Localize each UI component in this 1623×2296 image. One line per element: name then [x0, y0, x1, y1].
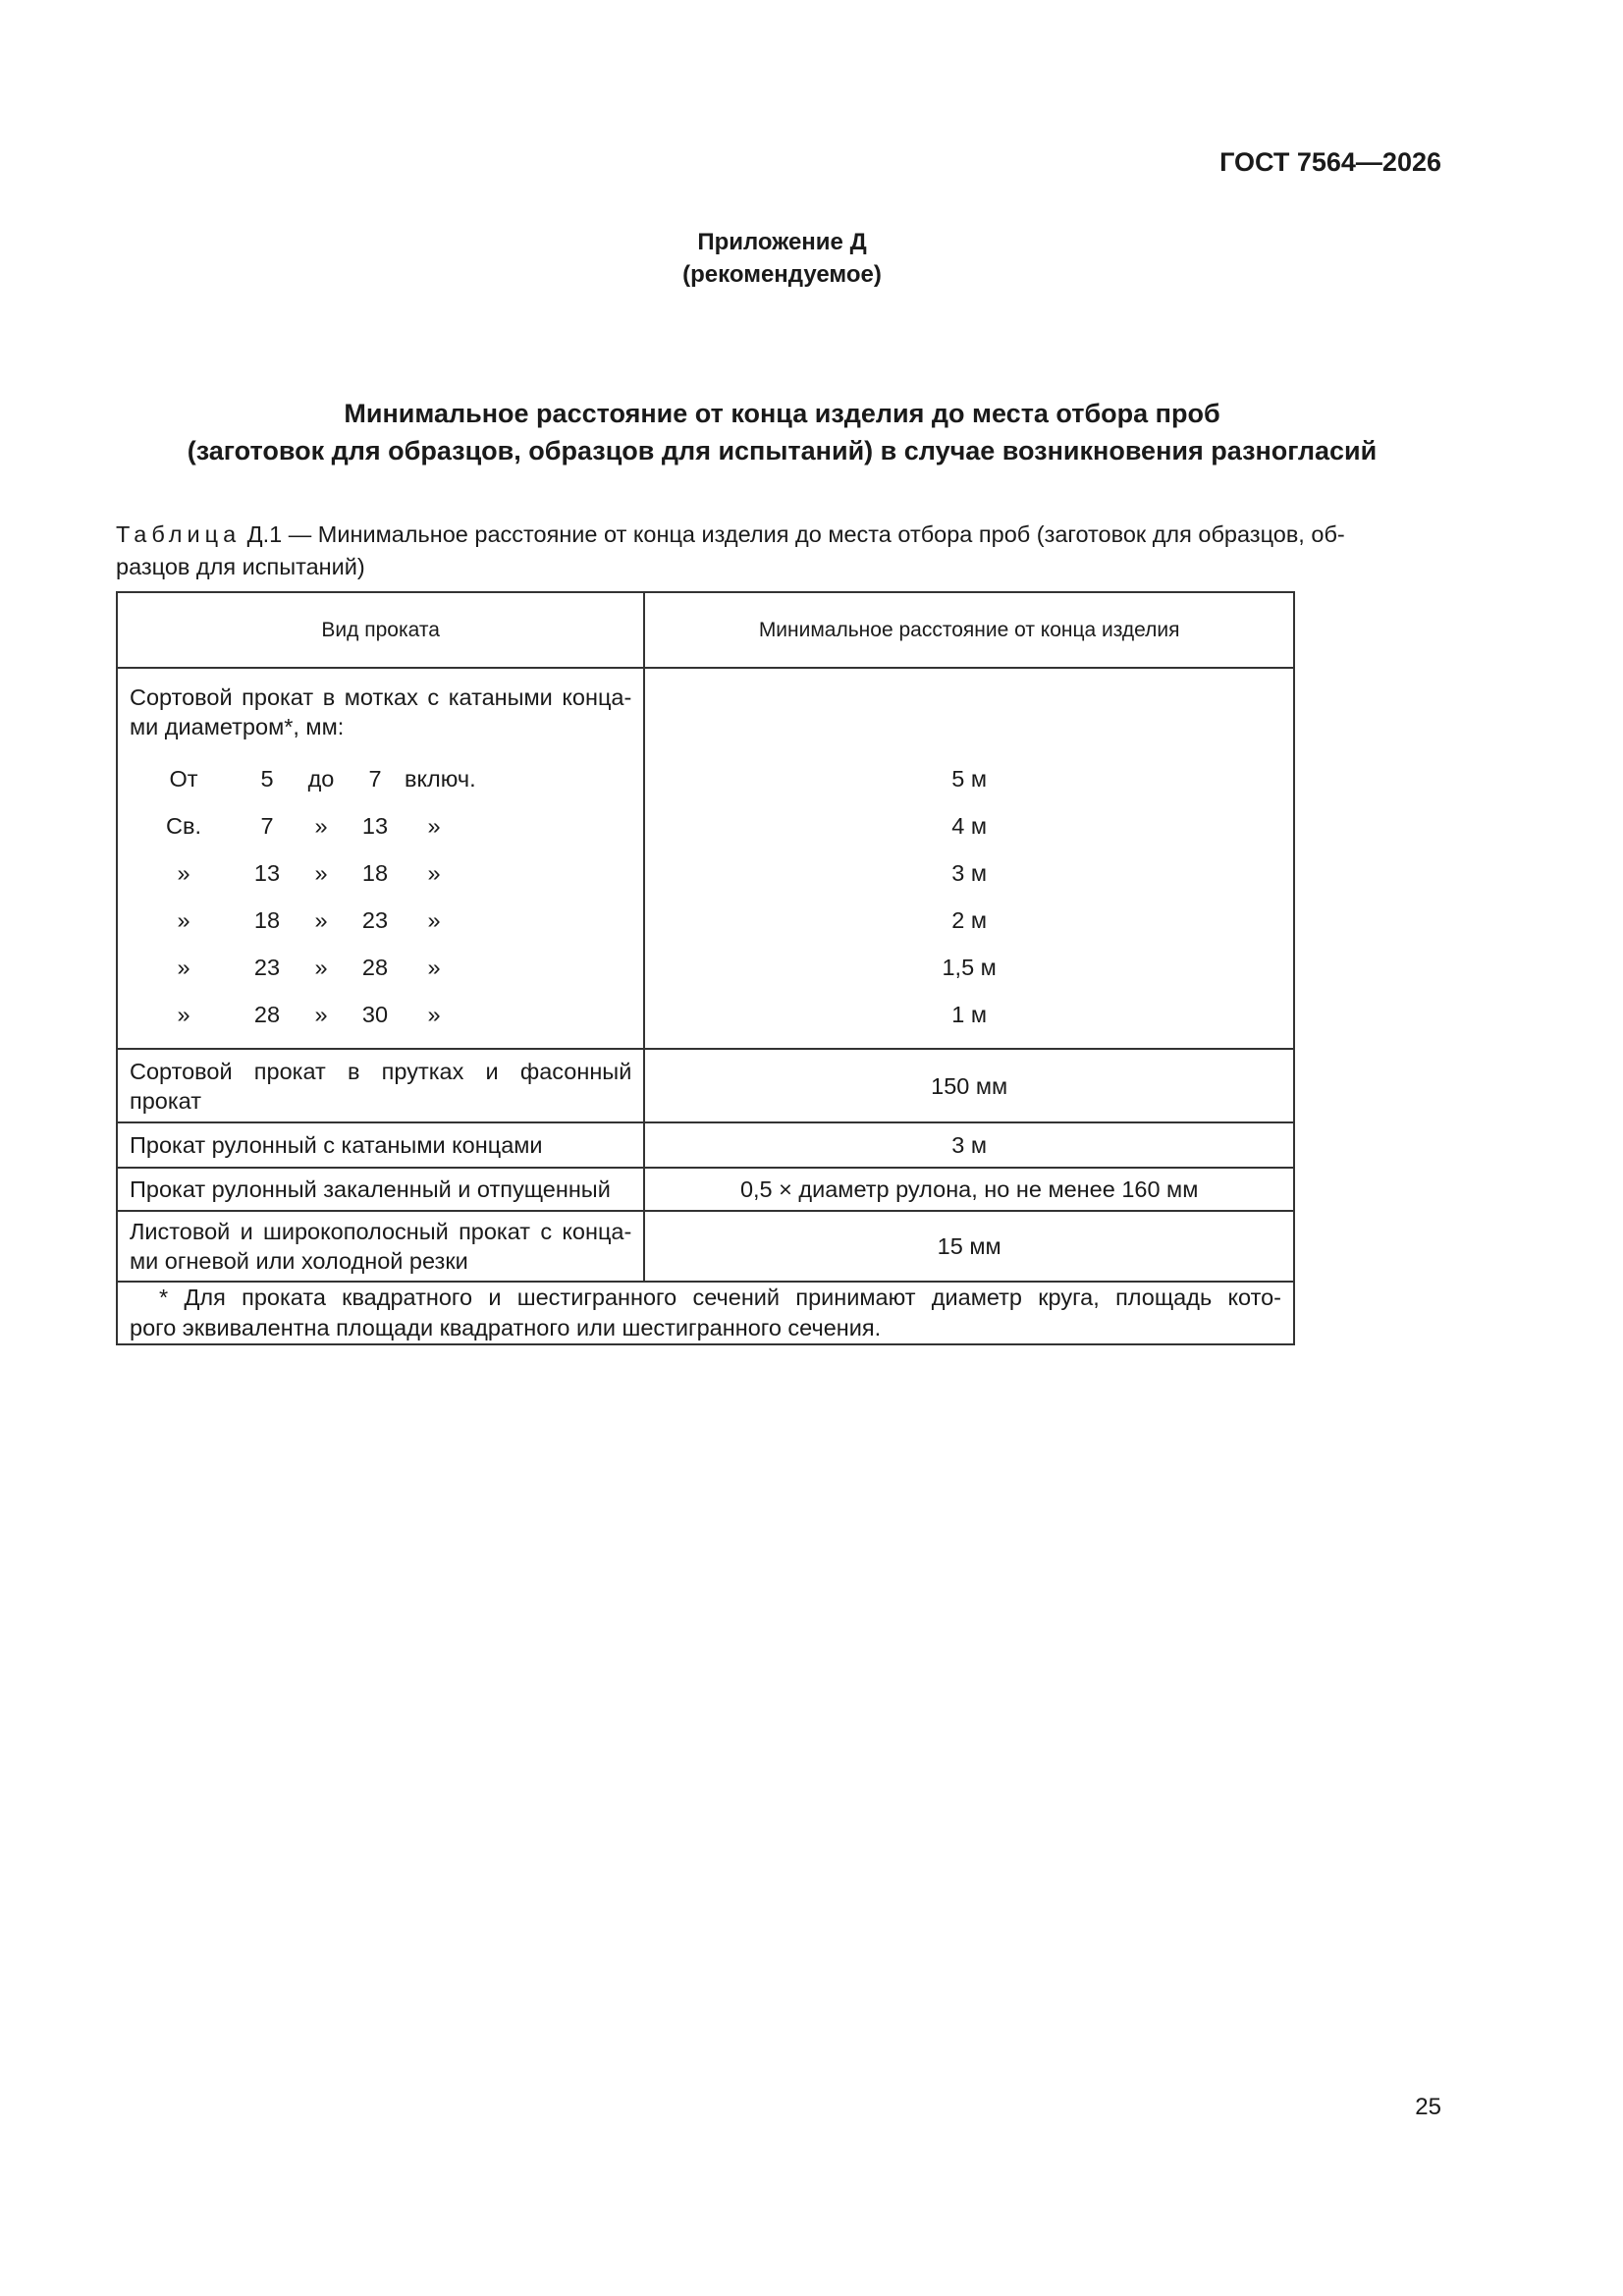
coil-group-label-line1: Сортовой прокат в мотках с катаными конца-	[130, 684, 632, 710]
range-prefix: Св.	[166, 813, 201, 839]
coil-range-value: 1 м	[951, 1002, 988, 1027]
table-row	[117, 1122, 1294, 1168]
range-sep: »	[314, 955, 328, 980]
coil-range-values	[657, 755, 1281, 1038]
range-prefix: »	[177, 1002, 190, 1027]
range-from: 13	[253, 860, 281, 886]
range-from: 5	[260, 766, 274, 792]
column-header-product-type: Вид проката	[117, 592, 644, 668]
coil-range-row	[130, 755, 631, 802]
range-sep: »	[314, 907, 328, 933]
range-from: 18	[253, 907, 281, 933]
section-title-line1: Минимальное расстояние от конца изделия до места отбора проб	[344, 399, 1220, 428]
range-to: 30	[361, 1002, 389, 1027]
table-caption	[116, 519, 1451, 583]
coil-range-row	[130, 897, 631, 944]
table-row	[117, 1168, 1294, 1211]
coil-range-row	[130, 944, 631, 991]
table-caption-text-line2: разцов для испытаний)	[116, 554, 365, 579]
table-row-coil-group	[117, 668, 1294, 1049]
document-code: ГОСТ 7564—2026	[1219, 147, 1441, 177]
range-suffix: »	[427, 955, 441, 980]
table-row	[117, 1211, 1294, 1282]
coil-range-value: 3 м	[951, 860, 988, 886]
range-suffix: »	[427, 813, 441, 839]
sampling-distance-table	[116, 591, 1295, 1345]
annex-title: Приложение Д	[697, 229, 867, 255]
table-header-row	[117, 592, 1294, 668]
range-prefix: »	[177, 955, 190, 980]
range-to: 18	[361, 860, 389, 886]
range-sep: »	[314, 813, 328, 839]
row-label-line2: прокат	[130, 1087, 201, 1114]
column-header-min-distance: Минимальное расстояние от конца изделия	[644, 592, 1294, 668]
row-label-line1: Прокат рулонный закаленный и отпущенный	[117, 1168, 644, 1211]
row-value: 3 м	[644, 1122, 1294, 1168]
table-caption-label: Таблица	[116, 521, 242, 547]
section-title-line2: (заготовок для образцов, образцов для испытаний) в случае возникновения разногласий	[187, 436, 1378, 465]
coil-range-value: 1,5 м	[942, 955, 997, 980]
row-label-line1: Сортовой прокат в прутках и фасонный	[130, 1058, 632, 1084]
coil-range-row	[130, 991, 631, 1038]
range-suffix: »	[427, 860, 441, 886]
range-from: 28	[253, 1002, 281, 1027]
row-label-line1: Прокат рулонный с катаными концами	[117, 1122, 644, 1168]
range-sep: »	[314, 860, 328, 886]
coil-range-value: 2 м	[951, 907, 988, 933]
footnote-line1: * Для проката квадратного и шестигранного сечений принимают диаметр круга, площадь кото-	[159, 1285, 1281, 1310]
table-footnote-row	[117, 1282, 1294, 1344]
range-from: 7	[260, 813, 274, 839]
range-to: 7	[368, 766, 382, 792]
range-suffix: »	[427, 1002, 441, 1027]
range-to: 13	[361, 813, 389, 839]
range-from: 23	[253, 955, 281, 980]
coil-group-label-line2: ми диаметром*, мм:	[130, 714, 345, 739]
range-sep: до	[307, 766, 335, 792]
page-number: 25	[1415, 2094, 1441, 2120]
coil-range-row	[130, 802, 631, 849]
footnote-line2: рого эквивалентна площади квадратного или шестигранного сечения.	[130, 1315, 882, 1340]
range-prefix: »	[177, 907, 190, 933]
annex-heading	[0, 226, 1564, 291]
range-prefix: »	[177, 860, 190, 886]
row-value: 150 мм	[644, 1049, 1294, 1122]
coil-range-value: 4 м	[951, 813, 988, 839]
coil-range-value: 5 м	[951, 766, 988, 792]
row-label-line2: ми огневой или холодной резки	[130, 1248, 468, 1274]
row-label-line1: Листовой и широкополосный прокат с конца-	[130, 1219, 632, 1244]
coil-range-list	[130, 755, 631, 1038]
range-to: 23	[361, 907, 389, 933]
annex-subtitle: (рекомендуемое)	[682, 261, 882, 288]
coil-range-row	[130, 849, 631, 897]
table-caption-text: Д.1 — Минимальное расстояние от конца изделия до места отбора проб (заготовок для образцов, об-	[241, 521, 1345, 547]
range-prefix: От	[169, 766, 198, 792]
range-sep: »	[314, 1002, 328, 1027]
range-suffix: включ.	[405, 766, 476, 792]
row-value: 15 мм	[644, 1211, 1294, 1282]
row-value: 0,5 × диаметр рулона, но не менее 160 мм	[644, 1168, 1294, 1211]
range-suffix: »	[427, 907, 441, 933]
section-title	[0, 395, 1564, 469]
range-to: 28	[361, 955, 389, 980]
table-row	[117, 1049, 1294, 1122]
